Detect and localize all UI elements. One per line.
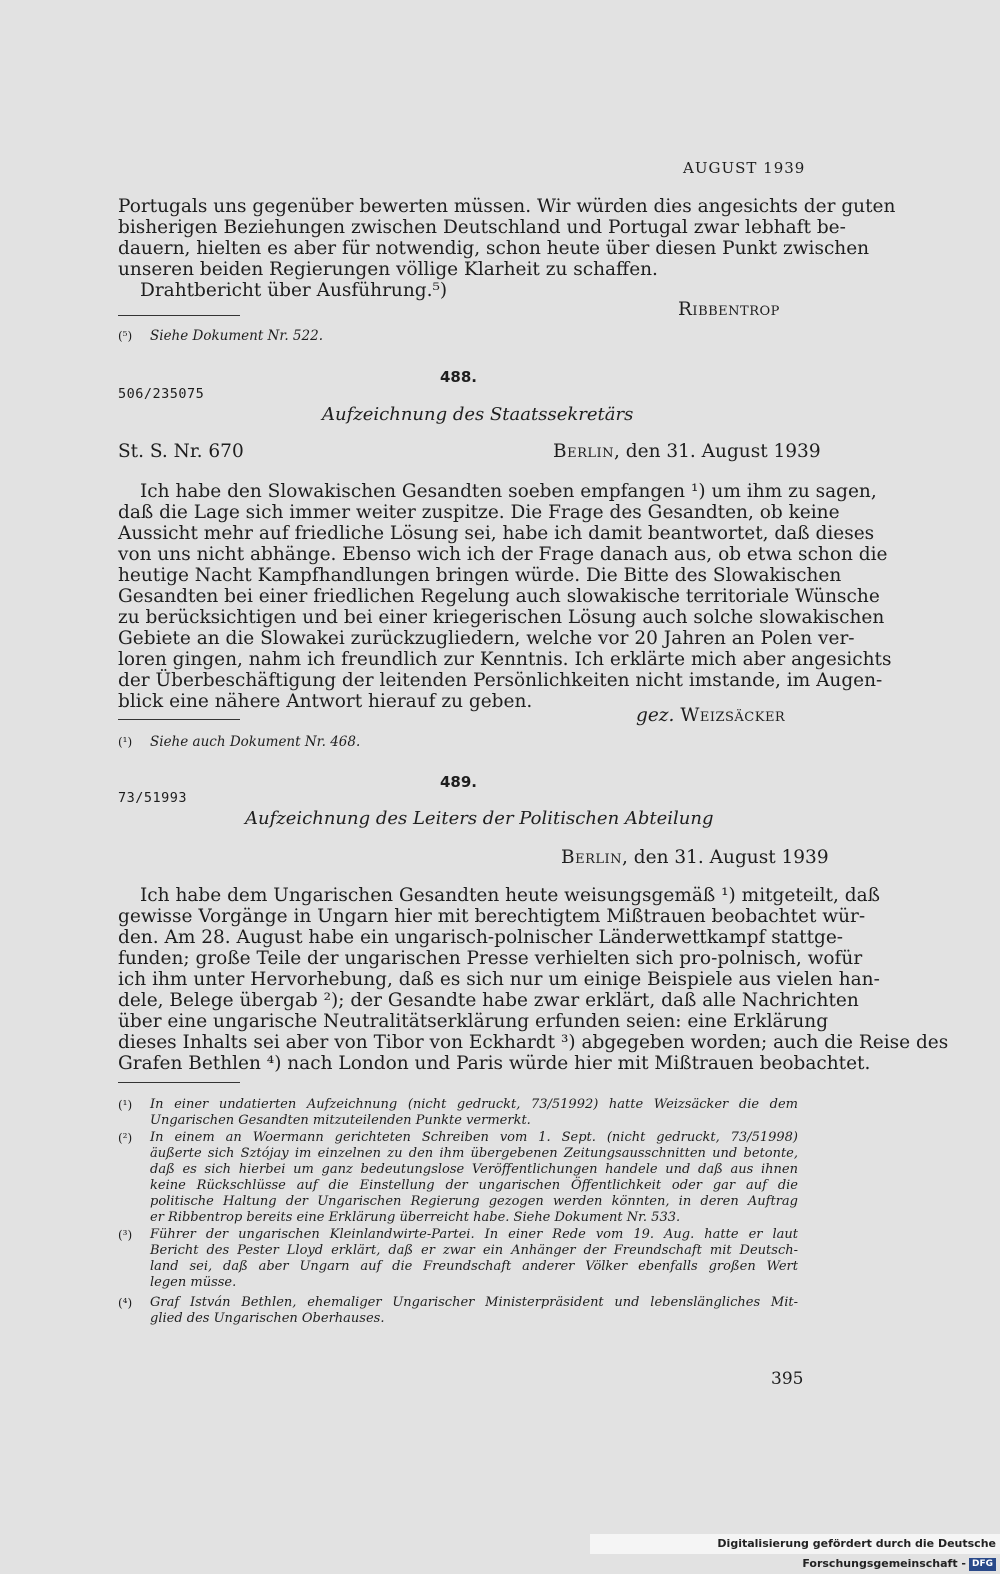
footer-text: Digitalisierung gefördert durch die Deutsche Forschungsgemeinschaft - bbox=[717, 1537, 996, 1570]
file-reference: 506/235075 bbox=[118, 386, 205, 402]
signature-name: Weizsäcker bbox=[680, 705, 786, 726]
footnote-text: Siehe Dokument Nr. 522. bbox=[150, 328, 323, 344]
paragraph-line: funden; große Teile der ungarischen Presse verhielten sich pro-polnisch, wofür bbox=[118, 948, 863, 969]
footnote-number: (¹) bbox=[118, 1098, 133, 1112]
date: , den 31. August 1939 bbox=[622, 847, 829, 868]
footnote-line: In einem an Woermann gerichteten Schreiben vom 1. Sept. (nicht gedruckt, 73/51998) bbox=[150, 1130, 798, 1145]
digitization-footer bbox=[590, 1534, 1000, 1570]
footnote-rule bbox=[118, 719, 240, 720]
place-date bbox=[553, 442, 821, 463]
paragraph-line: dele, Belege übergab ²); der Gesandte habe zwar erklärt, daß alle Nachrichten bbox=[118, 990, 859, 1011]
paragraph-line: zu berücksichtigen und bei einer kriegerischen Lösung auch solche slowakischen bbox=[118, 607, 885, 628]
paragraph-line: daß die Lage sich immer weiter zuspitze. Die Frage des Gesandten, ob keine bbox=[118, 502, 840, 523]
place-date bbox=[561, 848, 829, 869]
paragraph-line: von uns nicht abhänge. Ebenso wich ich der Frage danach aus, ob etwa schon die bbox=[118, 544, 888, 565]
paragraph-line: loren gingen, nahm ich freundlich zur Kenntnis. Ich erklärte mich aber angesichts bbox=[118, 649, 892, 670]
paragraph-line: dieses Inhalts sei aber von Tibor von Eckhardt ³) abgegeben worden; auch die Reise des bbox=[118, 1032, 949, 1053]
date: , den 31. August 1939 bbox=[614, 441, 821, 462]
paragraph-line: gewisse Vorgänge in Ungarn hier mit berechtigtem Mißtrauen beobachtet wür- bbox=[118, 906, 866, 927]
signature-prefix: gez. bbox=[636, 705, 675, 726]
paragraph-line: dauern, hielten es aber für notwendig, schon heute über diesen Punkt zwischen bbox=[118, 238, 870, 259]
paragraph-line: Drahtbericht über Ausführung.⁵) bbox=[140, 280, 448, 301]
place: Berlin bbox=[553, 441, 615, 462]
file-reference: 73/51993 bbox=[118, 790, 188, 806]
footnote-line: Bericht des Pester Lloyd erklärt, daß er zwar ein Anhänger der Freundschaft mit Deutsch- bbox=[150, 1243, 798, 1258]
footnote-line: er Ribbentrop bereits eine Erklärung überreicht habe. Siehe Dokument Nr. 533. bbox=[150, 1210, 681, 1225]
footnote-line: Führer der ungarischen Kleinlandwirte-Partei. In einer Rede vom 19. Aug. hatte er laut bbox=[150, 1227, 798, 1242]
paragraph-line: ich ihm unter Hervorhebung, daß es sich nur um einige Beispiele aus vielen han- bbox=[118, 969, 880, 990]
footnote-number: (⁵) bbox=[118, 329, 133, 343]
footnote-line: daß es sich hierbei um ganz bedeutungslose Veröffentlichungen handele und daß aus ihnen bbox=[150, 1162, 798, 1177]
running-header: AUGUST 1939 bbox=[683, 159, 806, 177]
paragraph-line: Grafen Bethlen ⁴) nach London und Paris würde hier mit Mißtrauen beobachtet. bbox=[118, 1053, 871, 1074]
signature: Ribbentrop bbox=[678, 299, 780, 320]
paragraph-line: unseren beiden Regierungen völlige Klarheit zu schaffen. bbox=[118, 259, 658, 280]
footnote-line: legen müsse. bbox=[150, 1275, 237, 1290]
paragraph-line: über eine ungarische Neutralitätserklärung erfunden seien: eine Erklärung bbox=[118, 1011, 829, 1032]
footnote-text: Siehe auch Dokument Nr. 468. bbox=[150, 734, 361, 750]
footnote-line: äußerte sich Sztójay im einzelnen zu den ihm übergebenen Zeitungsausschnitten und betonte, bbox=[150, 1146, 798, 1161]
footnote-line: keine Rückschlüsse auf die Einstellung der ungarischen Öffentlichkeit oder gar auf die bbox=[150, 1178, 798, 1193]
footnote-number: (¹) bbox=[118, 735, 133, 749]
footnote-line: Graf István Bethlen, ehemaliger Ungarischer Ministerpräsident und lebenslängliches Mit- bbox=[150, 1295, 798, 1310]
document-heading: Aufzeichnung des Leiters der Politischen Abteilung bbox=[245, 808, 714, 829]
paragraph-line: Aussicht mehr auf friedliche Lösung sei, habe ich damit beantwortet, daß dieses bbox=[118, 523, 875, 544]
footnote-rule bbox=[118, 1082, 240, 1083]
page-number: 395 bbox=[771, 1369, 804, 1389]
paragraph-line: Gebiete an die Slowakei zurückzugliedern, welche vor 20 Jahren an Polen ver- bbox=[118, 628, 855, 649]
paragraph-line: heutige Nacht Kampfhandlungen bringen würde. Die Bitte des Slowakischen bbox=[118, 565, 842, 586]
paragraph-line: den. Am 28. August habe ein ungarisch-polnischer Länderwettkampf stattge- bbox=[118, 927, 844, 948]
footnote-rule bbox=[118, 315, 240, 316]
paragraph-line: Portugals uns gegenüber bewerten müssen. Wir würden dies angesichts der guten bbox=[118, 196, 896, 217]
paragraph-line: Gesandten bei einer friedlichen Regelung auch slowakische territoriale Wünsche bbox=[118, 586, 880, 607]
footnote-line: land sei, daß aber Ungarn auf die Freundschaft anderer Völker ebenfalls großen Wert bbox=[150, 1259, 798, 1274]
footnote-line: Ungarischen Gesandten mitzuteilenden Punkte vermerkt. bbox=[150, 1113, 531, 1128]
footnote-number: (²) bbox=[118, 1131, 133, 1145]
signature bbox=[636, 706, 785, 727]
document-heading: Aufzeichnung des Staatssekretärs bbox=[322, 404, 634, 425]
place: Berlin bbox=[561, 847, 623, 868]
paragraph-line: Ich habe den Slowakischen Gesandten soeben empfangen ¹) um ihm zu sagen, bbox=[140, 481, 877, 502]
paragraph-line: Ich habe dem Ungarischen Gesandten heute weisungsgemäß ¹) mitgeteilt, daß bbox=[140, 885, 880, 906]
reference-number: St. S. Nr. 670 bbox=[118, 441, 244, 462]
footnote-number: (³) bbox=[118, 1228, 133, 1242]
footnote-line: In einer undatierten Aufzeichnung (nicht gedruckt, 73/51992) hatte Weizsäcker die dem bbox=[150, 1097, 798, 1112]
document-number: 488. bbox=[440, 368, 478, 386]
paragraph-line: bisherigen Beziehungen zwischen Deutschland und Portugal zwar lebhaft be- bbox=[118, 217, 846, 238]
document-number: 489. bbox=[440, 773, 478, 791]
footnote-line: glied des Ungarischen Oberhauses. bbox=[150, 1311, 385, 1326]
paragraph-line: der Überbeschäftigung der leitenden Persönlichkeiten nicht imstande, im Augen- bbox=[118, 670, 883, 691]
paragraph-line: blick eine nähere Antwort hierauf zu geben. bbox=[118, 691, 533, 712]
dfg-logo: DFG bbox=[969, 1558, 996, 1571]
footnote-line: politische Haltung der Ungarischen Regierung gezogen werden könnten, in deren Auftrag bbox=[150, 1194, 798, 1209]
footnote-number: (⁴) bbox=[118, 1296, 133, 1310]
